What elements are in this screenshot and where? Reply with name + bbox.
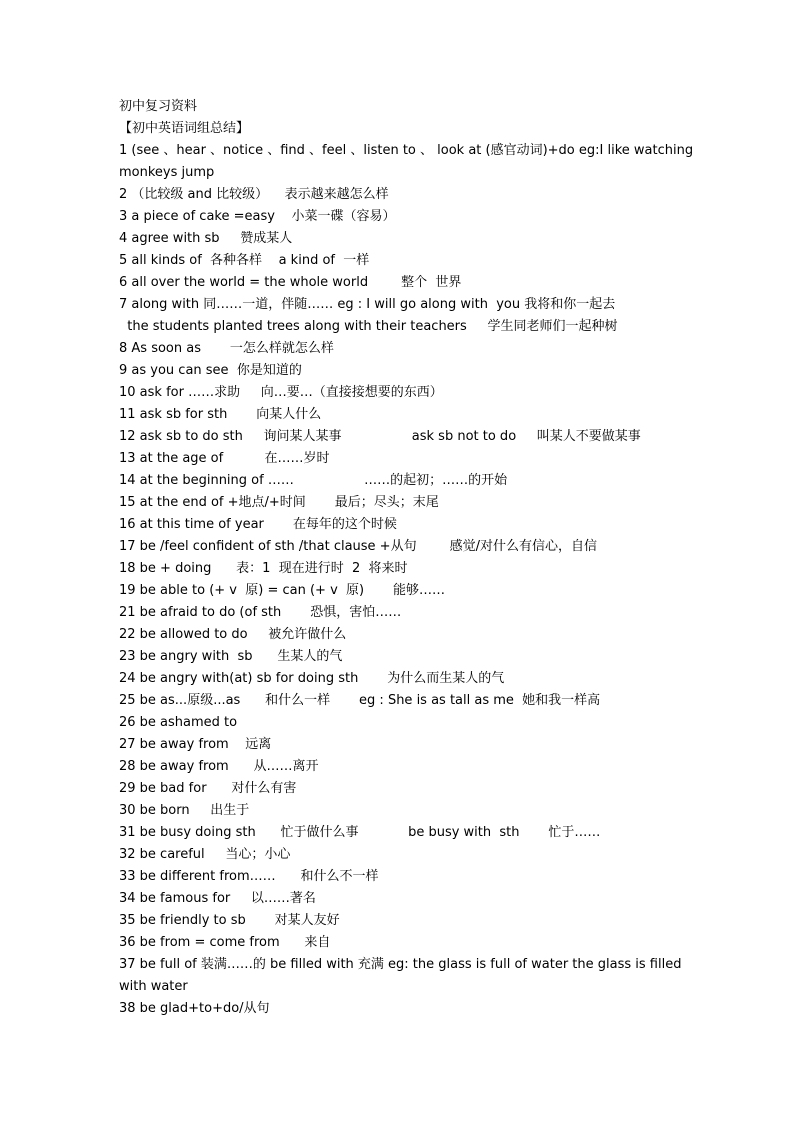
phrase-line: 18 be + doing 表：1 现在进行时 2 将来时 bbox=[119, 561, 408, 576]
phrase-line: 3 a piece of cake =easy 小菜一碟（容易） bbox=[119, 209, 396, 224]
phrase-line: the students planted trees along with their teachers 学生同老师们一起种树 bbox=[119, 319, 618, 334]
phrase-line: 13 at the age of 在……岁时 bbox=[119, 451, 330, 466]
phrase-line: 37 be full of 装满……的 be filled with 充满 eg: the glass is full of water the glass is filled with water bbox=[119, 957, 682, 994]
phrase-line: 23 be angry with sb 生某人的气 bbox=[119, 649, 343, 664]
phrase-line: 17 be /feel confident of sth /that clause +从句 感觉/对什么有信心，自信 bbox=[119, 539, 598, 554]
phrase-line: 6 all over the world = the whole world 整个 世界 bbox=[119, 275, 462, 290]
phrase-line: 26 be ashamed to bbox=[119, 715, 238, 730]
phrase-line: 7 along with 同……一道，伴随…… eg : I will go along with you 我将和你一起去 bbox=[119, 297, 616, 312]
document-body bbox=[119, 96, 709, 1020]
phrase-line: 12 ask sb to do sth 询问某人某事 ask sb not to do 叫某人不要做某事 bbox=[119, 429, 641, 444]
phrase-line: 28 be away from 从……离开 bbox=[119, 759, 319, 774]
phrase-line: 19 be able to (+ v 原) = can (+ v 原) 能够…… bbox=[119, 583, 446, 598]
phrase-line: 4 agree with sb 赞成某人 bbox=[119, 231, 293, 246]
phrase-line: 2 （比较级 and 比较级） 表示越来越怎么样 bbox=[119, 187, 389, 202]
phrase-line: 11 ask sb for sth 向某人什么 bbox=[119, 407, 322, 422]
phrase-line: 24 be angry with(at) sb for doing sth 为什么而生某人的气 bbox=[119, 671, 505, 686]
phrase-line: 14 at the beginning of …… ……的起初；……的开始 bbox=[119, 473, 508, 488]
phrase-line: 21 be afraid to do (of sth 恐惧，害怕…… bbox=[119, 605, 402, 620]
phrase-line: 33 be different from…… 和什么不一样 bbox=[119, 869, 379, 884]
phrase-line: 5 all kinds of 各种各样 a kind of 一样 bbox=[119, 253, 370, 268]
phrase-line: 22 be allowed to do 被允许做什么 bbox=[119, 627, 347, 642]
phrase-line: 29 be bad for 对什么有害 bbox=[119, 781, 297, 796]
phrase-line: 36 be from = come from 来自 bbox=[119, 935, 331, 950]
phrase-line: 16 at this time of year 在每年的这个时候 bbox=[119, 517, 397, 532]
phrase-line: 10 ask for ……求助 向…要…（直接接想要的东西） bbox=[119, 385, 443, 400]
phrase-line: 32 be careful 当心；小心 bbox=[119, 847, 291, 862]
phrase-line: 27 be away from 远离 bbox=[119, 737, 272, 752]
phrase-line: 8 As soon as 一怎么样就怎么样 bbox=[119, 341, 334, 356]
phrase-line: 25 be as...原级...as 和什么一样 eg : She is as tall as me 她和我一样高 bbox=[119, 693, 601, 708]
phrase-line: 31 be busy doing sth 忙于做什么事 be busy with sth 忙于…… bbox=[119, 825, 601, 840]
phrase-line: 1 (see 、hear 、notice 、find 、feel 、listen to 、 look at (感官动词)+do eg:I like watching monkeys jump bbox=[119, 143, 694, 180]
document-title: 初中复习资料 bbox=[119, 99, 198, 114]
phrase-line: 30 be born 出生于 bbox=[119, 803, 250, 818]
phrase-line: 9 as you can see 你是知道的 bbox=[119, 363, 302, 378]
phrase-line: 34 be famous for 以……著名 bbox=[119, 891, 316, 906]
phrase-line: 38 be glad+to+do/从句 bbox=[119, 1001, 270, 1016]
phrase-line: 35 be friendly to sb 对某人友好 bbox=[119, 913, 340, 928]
phrase-line: 15 at the end of +地点/+时间 最后；尽头；末尾 bbox=[119, 495, 439, 510]
document-subtitle: 【初中英语词组总结】 bbox=[119, 121, 250, 136]
